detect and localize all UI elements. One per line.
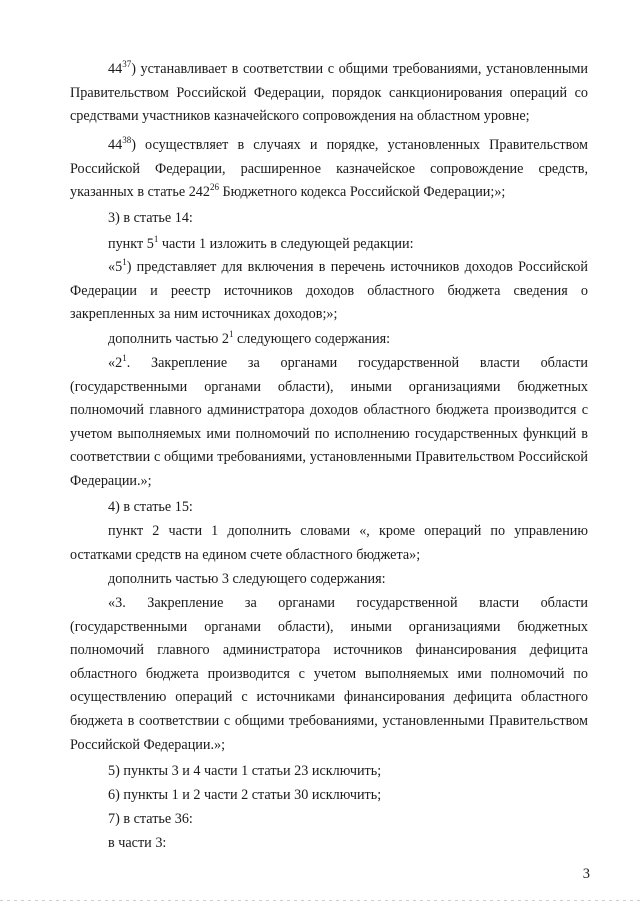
superscript: 1 [153,234,159,244]
paragraph-text: . Закрепление за органами государственной власти области (государственными органами области), иными организациями бюджетных полномочий главного администратора доходов областного бюджета производится с учетом выполняемых ими полномочий по исполнению государственных функций в соответствии с общими требованиями, установленными Правительством Российской Федерации.»; [70,355,588,489]
item-6: 6) пункты 1 и 2 части 2 статьи 30 исключить; [108,787,382,803]
page-number: 3 [582,866,590,882]
item-5: 5) пункты 3 и 4 части 1 статьи 23 исключить; [108,763,382,779]
paragraph-text: ) осуществляет в случаях и порядке, установленных Правительством Российской Федерации, расширенное казначейское сопровождение средств, указанных в статье 242 [70,137,588,201]
text: части 1 изложить в следующей редакции: [158,236,414,252]
amendment-instruction [108,233,414,257]
item-number: 44 [108,61,123,77]
paragraph-5-1 [70,256,588,327]
item-4-heading: 4) в статье 15: [108,499,193,515]
superscript: 26 [209,182,219,193]
text: «2 [108,355,123,371]
paragraph-text: ) представляет для включения в перечень источников доходов Российской Федерации и реестр источников доходов областного бюджета сведения о закрепленных за ним источниках доходов;»; [70,259,588,323]
paragraph-44-37 [70,58,588,129]
paragraph-part-3: «3. Закрепление за органами государственной власти области (государственными органами области), иными организациями бюджетных полномочий главного администратора источников финансирования дефицита областного бюджета производится с учетом выполняемых ими полномочий по осуществлению операций с источниками финансирования дефицита областного бюджета в соответствии с общими требованиями, установленными Правительством Российской Федерации.»; [70,595,588,753]
paragraph-44-38 [70,134,588,205]
text: дополнить частью 2 [108,331,229,347]
superscript: 1 [228,329,234,339]
text: пункт 5 [108,236,154,252]
amendment-instruction: дополнить частью 3 следующего содержания: [108,571,386,587]
paragraph-point-2: пункт 2 части 1 дополнить словами «, кроме операций по управлению остатками средств на едином счете областного бюджета»; [70,523,588,563]
text: следующего содержания: [233,331,391,347]
amendment-instruction [108,328,390,352]
superscript: 37 [122,59,132,69]
item-7-heading: 7) в статье 36: [108,811,193,827]
part-3-heading: в части 3: [108,835,167,851]
paragraph-text: ) устанавливает в соответствии с общими требованиями, установленными Правительством Российской Федерации, порядок санкционирования операций со средствами участников казначейского сопровождения на областном уровне; [70,61,588,125]
superscript: 1 [122,257,127,267]
item-3-heading: 3) в статье 14: [108,210,193,226]
scan-edge-line [0,900,640,901]
paragraph-2-1 [70,352,588,494]
superscript: 1 [122,353,127,363]
text: «5 [108,259,123,275]
item-number: 44 [108,137,123,153]
superscript: 38 [122,135,132,145]
paragraph-text: Бюджетного кодекса Российской Федерации;»; [218,184,506,201]
